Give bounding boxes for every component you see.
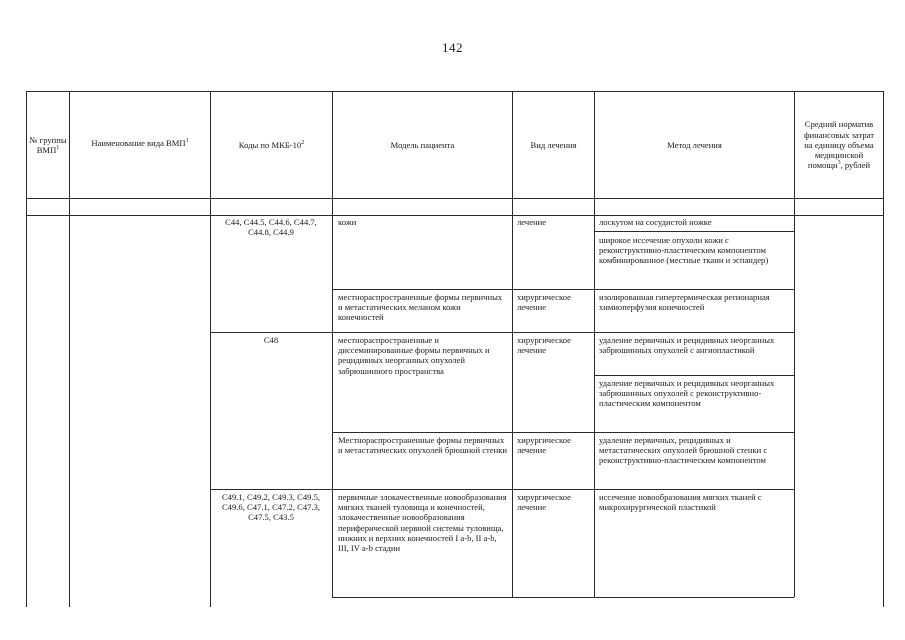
table-rule (594, 231, 794, 232)
header-treatment-type: Вид лечения (530, 139, 577, 150)
row1-treatment-type: лечение (517, 217, 547, 227)
row5-method: иссечение новообразования мягких тканей с микрохирургической пластикой (599, 492, 762, 513)
row3-method-a: удаление первичных и рецидивных неорганных забрюшинных опухолей с ангиопластикой (599, 335, 775, 356)
row4-method: удаление первичных, рецидивных и метастатических опухолей брюшной стенки с реконструктивно-пластическим компонентом (599, 435, 768, 466)
row1-icd-codes: C44, C44.5, C44.6, C44.7, C44.8, C44.9 (225, 217, 317, 238)
table-rule (594, 375, 794, 376)
table-rule (332, 289, 794, 290)
table-rule (210, 332, 794, 333)
row3-icd-codes: C48 (263, 335, 279, 345)
header-icd-codes: Коды по МКБ-$10^2$ (238, 139, 305, 150)
table-rule (332, 432, 794, 433)
header-treatment-method: Метод лечения (667, 139, 722, 150)
header-vmp-name: Наименование вида ВМП$^1$ (91, 138, 189, 148)
header-average-cost: Средний норматив финансовых затрат на единицу объема медицинской помощи$^3$, рублей (803, 119, 875, 171)
row5-icd-codes: C49.1, C49.2, C49.3, C49.5, C49.6, C47.1, C47.2, C47.3, C47.5, C43.5 (221, 492, 321, 523)
row1-method-a: лоскутом на сосудистой ножке (599, 217, 712, 227)
row3-treatment-type: хирургическое лечение (517, 335, 571, 356)
row5-treatment-type: хирургическое лечение (517, 492, 571, 513)
row2-method: изолированная гипертермическая регионарная химиоперфузия конечностей (599, 292, 770, 313)
table-rule (26, 198, 884, 199)
table-rule (794, 91, 795, 597)
row1-patient-model: кожи (338, 217, 357, 227)
header-patient-model: Модель пациента (390, 139, 455, 150)
row3-patient-model: местнораспространенные и диссеминированные формы первичных и рецидивных неорганных опухолей забрюшинного пространства (338, 335, 490, 376)
row3-method-b: удаление первичных и рецидивных неорганных забрюшинных опухолей с реконструктивно-пластическим компонентом (599, 378, 775, 409)
row5-patient-model: первичные злокачественные новообразования мягких тканей туловища и конечностей, злокачественные новообразования периферической нервной системы туловища, нижних и верхних конечностей I a-b, II a-b, III, IV a-b стадии (338, 492, 507, 554)
row4-patient-model: Местнораспространенные формы первичных и метастатических опухолей брюшной стенки (338, 435, 507, 456)
page-number: 142 (442, 40, 463, 55)
table-rule (210, 489, 794, 490)
table-rule (883, 91, 884, 607)
row2-treatment-type: хирургическое лечение (517, 292, 571, 313)
row1-method-b: широкое иссечение опухоли кожи с реконструктивно-пластическим компонентом комбинированное (местные ткани и эспандер) (599, 235, 769, 266)
row4-treatment-type: хирургическое лечение (517, 435, 571, 456)
header-group-number: № группы ВМП$^1$ (29, 134, 67, 155)
table-rule (332, 597, 794, 598)
table-rule (26, 215, 884, 216)
row2-patient-model: местнораспространенные формы первичных и метастатических меланом кожи конечностей (338, 292, 503, 323)
